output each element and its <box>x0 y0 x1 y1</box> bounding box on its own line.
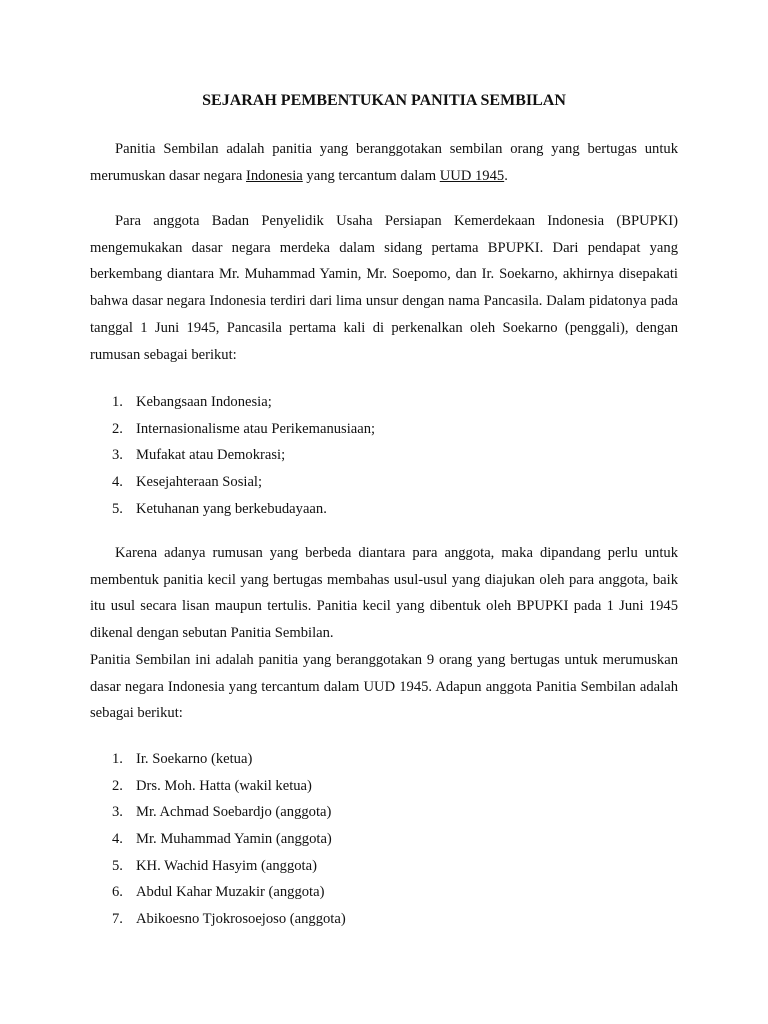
list-item: 5. Ketuhanan yang berkebudayaan. <box>112 500 327 517</box>
intro-text-start: Panitia Sembilan adalah panitia yang beranggotakan sembilan orang yang bertugas untuk merumuskan dasar negara <box>90 141 678 184</box>
list-item: 6. Abdul Kahar Muzakir (anggota) <box>112 884 325 901</box>
pancasila-list <box>112 389 375 522</box>
document-title: SEJARAH PEMBENTUKAN PANITIA SEMBILAN <box>202 92 566 109</box>
uud-1945-link[interactable]: UUD 1945 <box>439 167 505 184</box>
list-item: 4. Kesejahteraan Sosial; <box>112 474 263 491</box>
intro-text-middle: yang tercantum dalam <box>302 167 440 184</box>
list-item: 1. Ir. Soekarno (ketua) <box>112 751 253 767</box>
panitia-kecil-paragraph: Karena adanya rumusan yang berbeda diantara para anggota, maka dipandang perlu untuk membentuk panitia kecil yang bertugas membahas usul-usul yang diajukan oleh para anggota, baik itu usul secara lisan maupun tertulis. Panitia kecil yang dibentuk oleh BPUPKI pada 1 Juni 1945 dikenal dengan sebutan Panitia Sembilan. <box>90 545 678 642</box>
intro-paragraph <box>90 136 678 189</box>
list-item: 3. Mr. Achmad Soebardjo (anggota) <box>112 804 332 821</box>
list-item: 2. Drs. Moh. Hatta (wakil ketua) <box>112 777 312 794</box>
list-item: 4. Mr. Muhammad Yamin (anggota) <box>112 831 332 848</box>
list-item: 1. Kebangsaan Indonesia; <box>112 394 272 410</box>
panitia-sembilan-paragraph: Panitia Sembilan ini adalah panitia yang beranggotakan 9 orang yang bertugas untuk merumuskan dasar negara Indonesia yang tercantum dalam UUD 1945. Adapun anggota Panitia Sembilan adalah sebagai berikut: <box>90 652 678 722</box>
bpupki-paragraph: Para anggota Badan Penyelidik Usaha Persiapan Kemerdekaan Indonesia (BPUPKI) mengemukakan dasar negara merdeka dalam sidang pertama BPUPKI. Dari pendapat yang berkembang diantara Mr. Muhammad Yamin, Mr. Soepomo, dan Ir. Soekarno, akhirnya disepakati bahwa dasar negara Indonesia terdiri dari lima unsur dengan nama Pancasila. Dalam pidatonya pada tanggal 1 Juni 1945, Pancasila pertama kali di perkenalkan oleh Soekarno (penggali), dengan rumusan sebagai berikut: <box>90 213 678 363</box>
members-list <box>112 746 346 933</box>
indonesia-link[interactable]: Indonesia <box>246 167 303 184</box>
list-item: 5. KH. Wachid Hasyim (anggota) <box>112 857 317 874</box>
intro-text-end: . <box>504 167 508 184</box>
list-item: 3. Mufakat atau Demokrasi; <box>112 447 286 464</box>
list-item: 7. Abikoesno Tjokrosoejoso (anggota) <box>112 911 346 928</box>
list-item: 2. Internasionalisme atau Perikemanusiaan; <box>112 420 376 437</box>
